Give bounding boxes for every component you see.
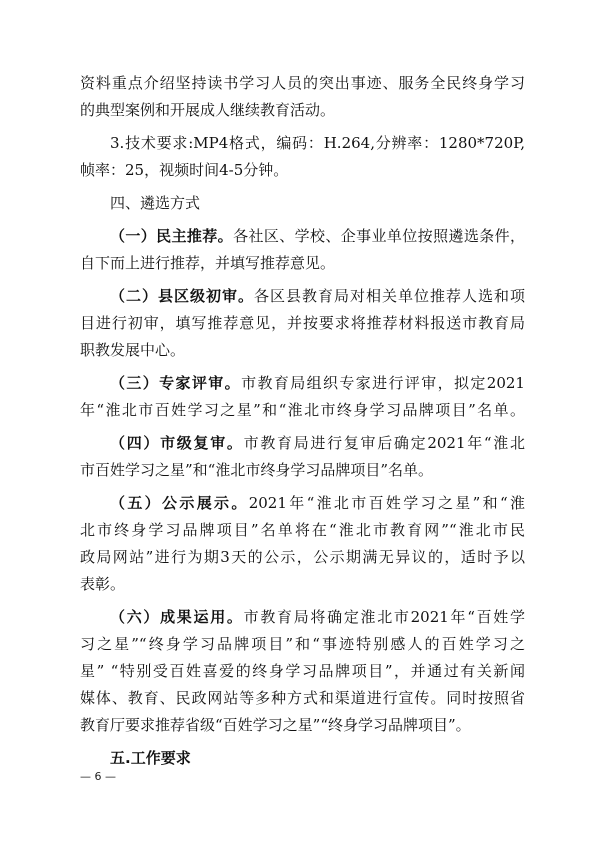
text-line: 北市终身学习品牌项目”名单将在“淮北市教育网”“淮北市民 — [80, 521, 525, 539]
document-body — [80, 70, 525, 772]
text-line: 教育厅要求推荐省级“百姓学习之星”“终身学习品牌项目”。 — [80, 716, 471, 734]
text-line — [80, 370, 525, 397]
text-line: 的典型案例和开展成人继续教育活动。 — [80, 101, 336, 119]
item-text: 2021年“淮北市百姓学习之星”和“淮 — [248, 494, 525, 512]
text-line: 职教发展中心。 — [80, 341, 186, 359]
text-line: 3.技术要求:MP4格式，编码：H.264,分辨率：1280*720P, — [110, 134, 525, 152]
text-line — [80, 604, 525, 631]
text-line — [80, 223, 525, 250]
text-line: 自下而上进行推荐，并填写推荐意见。 — [80, 254, 336, 272]
item-label: （六）成果运用。 — [110, 608, 244, 626]
text-line: 帧率：25，视频时间4-5分钟。 — [80, 161, 289, 179]
item-text: 市教育局组织专家进行评审，拟定2021 — [241, 374, 525, 392]
item-text: 各社区、学校、企事业单位按照遴选条件， — [233, 227, 525, 245]
text-line: 政局网站”进行为期3天的公示，公示期满无异议的，适时予以 — [80, 548, 525, 566]
item-text: 各区县教育局对相关单位推荐人选和项 — [254, 287, 525, 305]
item-label: （三）专家评审。 — [110, 374, 242, 392]
section-heading: 五.工作要求 — [110, 749, 191, 767]
page-number: — 6 — — [80, 770, 116, 783]
text-line: 表彰。 — [80, 575, 126, 593]
text-line — [80, 430, 525, 457]
text-line: 星” “特别受百姓喜爱的终身学习品牌项目”，并通过有关新闻 — [80, 662, 525, 680]
item-text: 市教育局将确定淮北市2021年“百姓学 — [243, 608, 525, 626]
item-label: （五）公示展示。 — [110, 494, 249, 512]
item-label: （二）县区级初审。 — [110, 287, 254, 305]
text-line: 媒体、教育、民政网站等多种方式和渠道进行宣传。同时按照省 — [80, 689, 525, 707]
text-line — [80, 490, 525, 517]
item-label: （四）市级复审。 — [110, 434, 244, 452]
text-line: 市百姓学习之星”和“淮北市终身学习品牌项目”名单。 — [80, 461, 434, 479]
text-line: 目进行初审，填写推荐意见，并按要求将推荐材料报送市教育局 — [80, 314, 525, 332]
section-heading: 四、遴选方式 — [110, 194, 201, 212]
text-line — [80, 283, 525, 310]
text-line: 资料重点介绍坚持读书学习人员的突出事迹、服务全民终身学习 — [80, 74, 525, 92]
item-text: 市教育局进行复审后确定2021年“淮北 — [243, 434, 525, 452]
item-label: （一）民主推荐。 — [110, 227, 234, 245]
text-line: 习之星”“终身学习品牌项目”和“事迹特别感人的百姓学习之 — [80, 635, 525, 653]
text-line: 年“淮北市百姓学习之星”和“淮北市终身学习品牌项目”名单。 — [80, 401, 525, 419]
